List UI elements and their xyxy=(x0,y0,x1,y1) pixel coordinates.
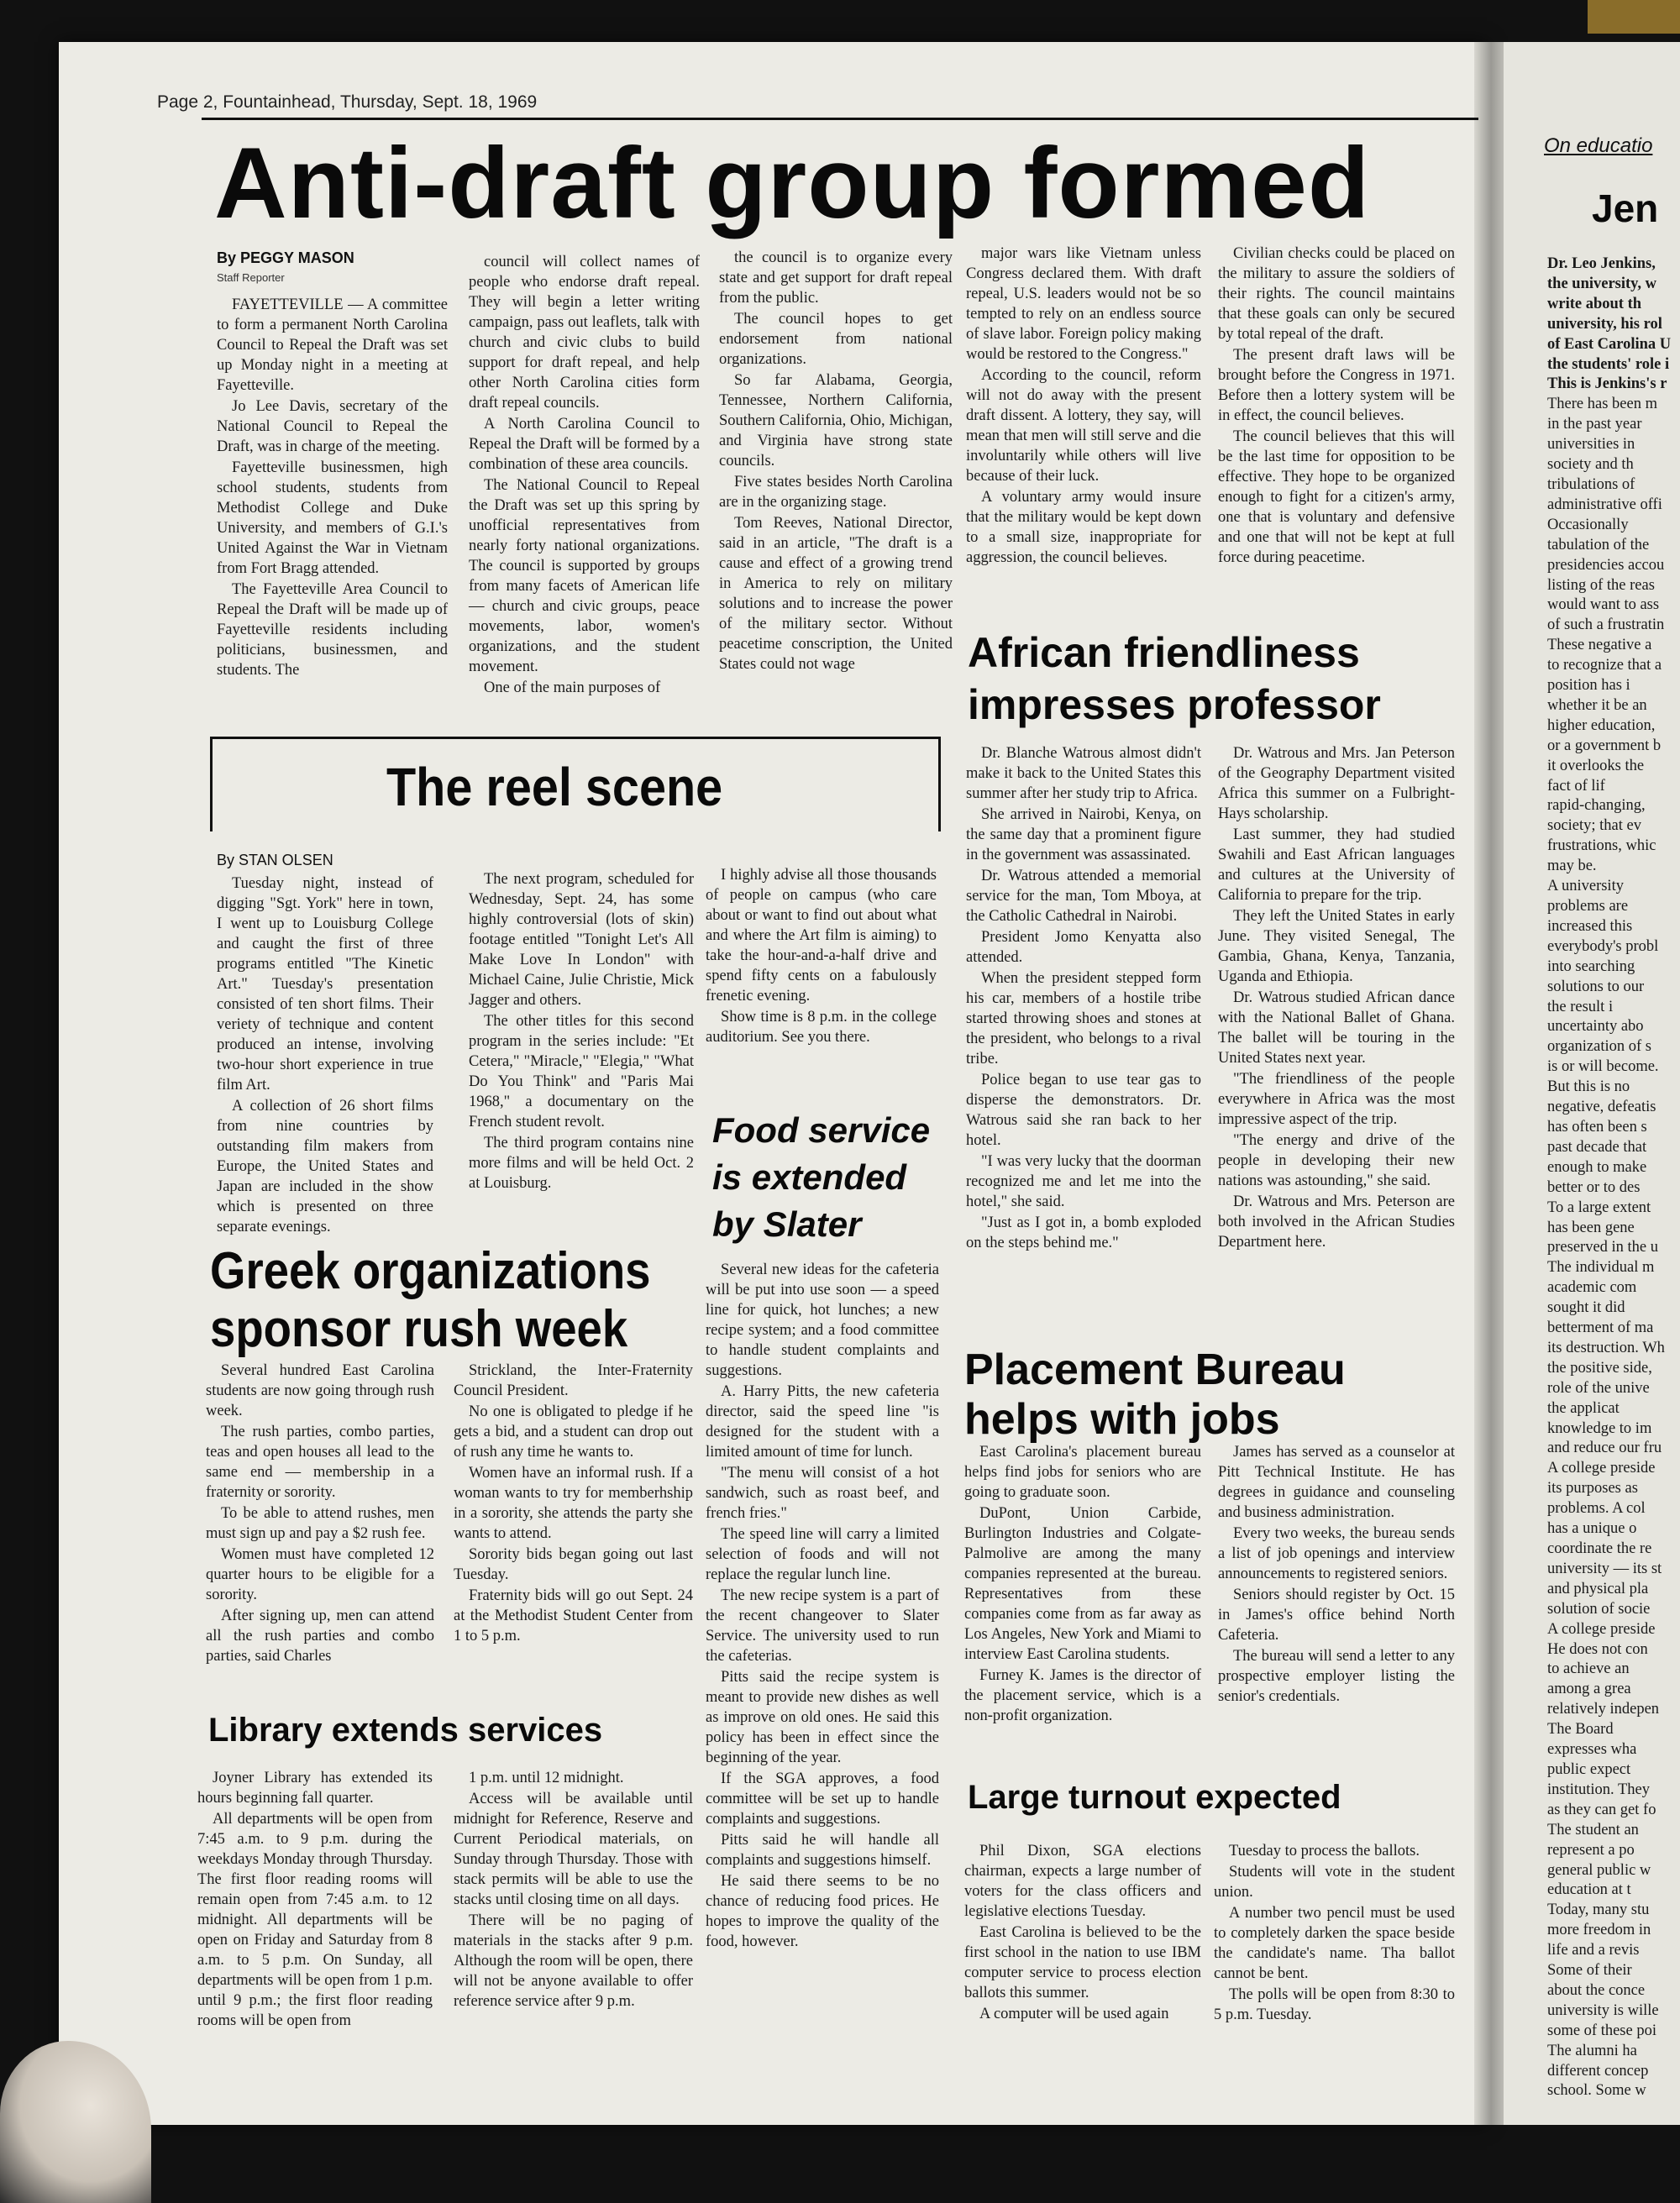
adjacent-line: university — its st xyxy=(1547,1560,1662,1577)
adjacent-line: into searching xyxy=(1547,957,1635,975)
paragraph: Seniors should register by Oct. 15 in James's office behind North Cafeteria. xyxy=(1218,1587,1455,1644)
placement-col-2 xyxy=(1218,1442,1455,1707)
library-col-2 xyxy=(454,1768,693,2012)
paragraph: "The menu will consist of a hot sandwich, such as roast beef, and french fries." xyxy=(706,1465,939,1522)
adjacent-line: The student an xyxy=(1547,1821,1639,1838)
draft-col-1 xyxy=(217,248,448,681)
paragraph: President Jomo Kenyatta also attended. xyxy=(966,929,1201,966)
paragraph: "Just as I got in, a bomb exploded on the steps behind me." xyxy=(966,1214,1201,1251)
paragraph: Dr. Watrous and Mrs. Peterson are both involved in the African Studies Department here. xyxy=(1218,1193,1455,1251)
adjacent-line: university is wille xyxy=(1547,2001,1659,2019)
adjacent-line: This is Jenkins's r xyxy=(1547,375,1667,393)
paragraph: Fayetteville businessmen, high school students, students from Methodist College and Duke University, and members of G.I.'s United Against the War in Vietnam from Fort Bragg attended. xyxy=(217,459,448,577)
paragraph: The other titles for this second program in the series include: "Et Cetera," "Miracle," "Elegia," "What Do You Think" and "Paris Mai 1968," a documentary on the French student revolt. xyxy=(469,1013,694,1130)
paragraph: Tuesday night, instead of digging "Sgt. York" here in town, I went up to Louisburg College and caught the first of three programs entitled "The Kinetic Art." Tuesday's presentation consisted of ten short films. Their veriety of technique and content produced an intense, involving two-hour short experience in true film Art. xyxy=(217,875,433,1094)
top-rule xyxy=(202,118,1478,120)
adjacent-line: tribulations of xyxy=(1547,475,1635,493)
adjacent-line: whether it be an xyxy=(1547,696,1647,714)
paragraph: The council hopes to get endorsement from national organizations. xyxy=(719,311,953,368)
adjacent-line: organization of s xyxy=(1547,1038,1651,1056)
adjacent-line: uncertainty abo xyxy=(1547,1018,1644,1036)
adjacent-line: universities in xyxy=(1547,436,1635,454)
adjacent-line: frustrations, whic xyxy=(1547,837,1656,855)
adjacent-line: the university, w xyxy=(1547,275,1657,292)
adjacent-line: may be. xyxy=(1547,858,1597,875)
adjacent-line: tabulation of the xyxy=(1547,536,1650,553)
draft-col-2 xyxy=(469,252,700,699)
paragraph: Several hundred East Carolina students are now going through rush week. xyxy=(206,1362,434,1419)
paragraph: Tom Reeves, National Director, said in an article, "The draft is a cause and effect of a growing trend in America to rely on military solutions and to increase the power of the military sector. Without peacetime conscription, the United States could not wage xyxy=(719,515,953,673)
paragraph: Dr. Watrous attended a memorial service for the man, Tom Mboya, at the Catholic Cathedral in Nairobi. xyxy=(966,868,1201,925)
adjacent-line: problems. A col xyxy=(1547,1500,1646,1518)
paragraph: Women must have completed 12 quarter hours to be eligible for a sorority. xyxy=(206,1546,434,1603)
paragraph: The rush parties, combo parties, teas and open houses all lead to the same end — membership in a fraternity or sorority. xyxy=(206,1424,434,1501)
africa-col-1 xyxy=(966,743,1201,1254)
adjacent-line: education at t xyxy=(1547,1881,1631,1899)
adjacent-line: There has been m xyxy=(1547,396,1657,413)
adjacent-line: the positive side, xyxy=(1547,1359,1652,1377)
adjacent-line: coordinate the re xyxy=(1547,1540,1652,1557)
paragraph: Pitts said he will handle all complaints and suggestions himself. xyxy=(706,1832,939,1869)
paragraph: Women have an informal rush. If a woman wants to try for memberhship in a sorority, she attends the party she wants to attend. xyxy=(454,1465,693,1542)
paragraph: A computer will be used again xyxy=(979,2006,1169,2022)
food-headline-1: Food service xyxy=(712,1110,931,1150)
paragraph: Access will be available until midnight for Reference, Reserve and Current Periodical materials, on Sunday through Thursday. Those with stack permits will be able to use the stacks until closing time on all days. xyxy=(454,1791,693,1908)
adjacent-line: the students' role i xyxy=(1547,355,1670,373)
paragraph: Dr. Blanche Watrous almost didn't make it back to the United States this summer after her study trip to Africa. xyxy=(966,745,1201,802)
adjacent-line: The alumni ha xyxy=(1547,2042,1637,2059)
adjacent-line: institution. They xyxy=(1547,1781,1650,1798)
draft-col-3 xyxy=(719,248,953,675)
adjacent-line: administrative offi xyxy=(1547,496,1662,513)
adjacent-line: everybody's probl xyxy=(1547,937,1659,955)
paragraph: The polls will be open from 8:30 to 5 p.m. Tuesday. xyxy=(1214,1986,1455,2023)
adjacent-line: more freedom in xyxy=(1547,1922,1651,1939)
paragraph: The third program contains nine more films and will be held Oct. 2 at Louisburg. xyxy=(469,1135,694,1192)
draft-col-4 xyxy=(966,244,1201,569)
food-headline-2: is extended xyxy=(712,1157,907,1197)
adjacent-line: To a large extent xyxy=(1547,1199,1651,1216)
paragraph: East Carolina is believed to be the first school in the nation to use IBM computer service to process election ballots this summer. xyxy=(964,1924,1201,2001)
adjacent-line: as they can get fo xyxy=(1547,1801,1656,1818)
paragraph: "The energy and drive of the people in developing their new nations was astounding," she said. xyxy=(1218,1132,1455,1189)
paragraph: To be able to attend rushes, men must sign up and pay a $2 rush fee. xyxy=(206,1505,434,1542)
page-gutter xyxy=(1474,42,1508,2125)
paragraph: Pitts said the recipe system is meant to provide new dishes as well as improve on old ones. He said this policy has been in effect since the beginning of the year. xyxy=(706,1669,939,1766)
folio-line: Page 2, Fountainhead, Thursday, Sept. 18, 1969 xyxy=(157,92,538,112)
paragraph: major wars like Vietnam unless Congress declared them. With draft repeal, U.S. leaders would not be so tempted to rely on an endless source of slave labor. Foreign policy making would be restored to the Congress." xyxy=(966,245,1201,363)
adjacent-line: represent a po xyxy=(1547,1841,1635,1859)
adjacent-line: Today, many stu xyxy=(1547,1901,1650,1919)
paragraph: council will collect names of people who endorse draft repeal. They will begin a letter writing campaign, pass out leaflets, talk with church and civic clubs to build support for draft repeal, and help other North Carolina cities form draft repeal councils. xyxy=(469,254,700,412)
paragraph: Civilian checks could be placed on the military to assure the soldiers of their rights. The council maintains that these goals can only be secured by total repeal of the draft. xyxy=(1218,245,1455,343)
paragraph: After signing up, men can attend all the rush parties and combo parties, said Charles xyxy=(206,1608,434,1665)
paragraph: Jo Lee Davis, secretary of the National Council to Repeal the Draft, was in charge of the meeting. xyxy=(217,398,448,455)
adjacent-line: its destruction. Wh xyxy=(1547,1339,1665,1356)
library-col-1 xyxy=(197,1768,433,2032)
adjacent-line: and physical pla xyxy=(1547,1580,1649,1597)
adjacent-line: about the conce xyxy=(1547,1981,1646,1999)
paragraph: Sorority bids began going out last Tuesday. xyxy=(454,1546,693,1583)
greek-headline-2: sponsor rush week xyxy=(210,1300,628,1358)
adjacent-line: or a government b xyxy=(1547,737,1662,754)
paragraph: The bureau will send a letter to any prospective employer listing the senior's credentials. xyxy=(1218,1648,1455,1705)
paragraph: The speed line will carry a limited selection of foods and will not replace the regular lunch line. xyxy=(706,1526,939,1583)
adjacent-line: would want to ass xyxy=(1547,596,1660,614)
paragraph: A. Harry Pitts, the new cafeteria director, said the speed line "is designed for the student with a limited amount of time for lunch. xyxy=(706,1383,939,1461)
adjacent-line: academic com xyxy=(1547,1279,1637,1297)
adjacent-line: the result i xyxy=(1547,998,1614,1015)
africa-headline-1: African friendliness xyxy=(968,629,1360,676)
adjacent-line: preserved in the u xyxy=(1547,1239,1659,1256)
adjacent-line: higher education, xyxy=(1547,716,1656,734)
adjacent-line: public expect xyxy=(1547,1760,1631,1778)
adjacent-line: has often been s xyxy=(1547,1118,1647,1136)
africa-col-2 xyxy=(1218,743,1455,1253)
paragraph: The Fayetteville Area Council to Repeal the Draft will be made up of Fayetteville residents including politicians, businessmen, and students. The xyxy=(217,581,448,679)
adjacent-line: But this is no xyxy=(1547,1078,1630,1096)
paragraph: Last summer, they had studied Swahili and East African languages and cultures at the University of California to prepare for the trip. xyxy=(1218,826,1455,904)
paragraph: Five states besides North Carolina are in the organizing stage. xyxy=(719,474,953,511)
paragraph: According to the council, reform will not do away with the present draft dissent. A lottery, they say, will mean that men will still serve and die involuntarily while others will live because of their luck. xyxy=(966,367,1201,485)
adjacent-line: position has i xyxy=(1547,677,1630,695)
adjacent-line: These negative a xyxy=(1547,637,1652,654)
paragraph: He said there seems to be no chance of reducing food prices. He hopes to improve the quality of the food, however. xyxy=(706,1873,939,1950)
adjacent-line: society and th xyxy=(1547,456,1634,474)
adjacent-line: The Board xyxy=(1547,1721,1614,1739)
adjacent-line: of such a frustratin xyxy=(1547,616,1665,634)
paragraph: Show time is 8 p.m. in the college auditorium. See you there. xyxy=(706,1009,937,1046)
adjacent-line: of East Carolina U xyxy=(1547,335,1672,353)
paragraph: "I was very lucky that the doorman recognized me and let me into the hotel," she said. xyxy=(966,1153,1201,1210)
adjacent-line: school. Some w xyxy=(1547,2082,1646,2100)
africa-headline-2: impresses professor xyxy=(968,681,1381,728)
adjacent-line: among a grea xyxy=(1547,1681,1631,1698)
food-headline-3: by Slater xyxy=(712,1204,862,1244)
adjacent-line: increased this xyxy=(1547,917,1633,935)
paragraph: A voluntary army would insure that the military would be kept down to a small size, inappropriate for aggression, the council believes. xyxy=(966,489,1201,566)
adjacent-line: has been gene xyxy=(1547,1219,1635,1236)
paragraph: Several new ideas for the cafeteria will be put into use soon — a speed line for quick, hot lunches; a new recipe system; and a food committee to handle student complaints and suggestions. xyxy=(706,1261,939,1379)
adjacent-line: solution of socie xyxy=(1547,1600,1651,1618)
corner-tab xyxy=(1588,0,1680,34)
paragraph: A North Carolina Council to Repeal the Draft will be formed by a combination of these area councils. xyxy=(469,416,700,473)
adjacent-line: A college preside xyxy=(1547,1620,1656,1638)
paragraph: East Carolina's placement bureau helps find jobs for seniors who are going to graduate soon. xyxy=(964,1444,1201,1501)
turnout-col-1 xyxy=(964,1841,1201,2025)
adjacent-line: better or to des xyxy=(1547,1178,1641,1196)
paragraph: Phil Dixon, SGA elections chairman, expects a large number of voters for the class officers and legislative elections Tuesday. xyxy=(964,1843,1201,1920)
paragraph: The council believes that this will be the last time for opposition to be effective. They hope to be organized enough to fight for a citizen's army, one that is voluntary and defensive and one that will not be kept at full force during peacetime. xyxy=(1218,428,1455,566)
food-col xyxy=(706,1260,939,1953)
adjacent-line: and reduce our fru xyxy=(1547,1440,1662,1457)
paragraph: A collection of 26 short films from nine countries by outstanding film makers from Europe, the United States and Japan are included in the show which is presented on three separate evenings. xyxy=(217,1098,433,1235)
adjacent-line: Some of their xyxy=(1547,1962,1632,1980)
paragraph: DuPont, Union Carbide, Burlington Industries and Colgate-Palmolive are among the many companies represented at the bureau. Representatives from these companies come from as far away as Los Angeles, New York and Miami to interview East Carolina students. xyxy=(964,1505,1201,1663)
adjacent-line: sought it did xyxy=(1547,1299,1625,1317)
adjacent-line: problems are xyxy=(1547,898,1629,915)
reel-headline: The reel scene xyxy=(386,757,723,817)
paragraph: James has served as a counselor at Pitt Technical Institute. He has degrees in guidance and counseling and business administration. xyxy=(1218,1444,1455,1521)
adjacent-line: Occasionally xyxy=(1547,516,1629,533)
paragraph: The National Council to Repeal the Draft was set up this spring by unofficial representatives from nearly forty national organizations. The council is supported by groups from many facets of American life — church and civic groups, peace movements, labor, women's organizations, and the student movement. xyxy=(469,477,700,675)
paragraph: Police began to use tear gas to disperse the demonstrators. Dr. Watrous said she ran back to her hotel. xyxy=(966,1072,1201,1149)
draft-byline: By PEGGY MASON xyxy=(217,249,354,266)
paragraph: Dr. Watrous and Mrs. Jan Peterson of the Geography Department visited Africa this summer on a Fulbright-Hays scholarship. xyxy=(1218,745,1455,822)
paragraph: Students will vote in the student union. xyxy=(1214,1864,1455,1901)
placement-headline-1: Placement Bureau xyxy=(964,1345,1346,1394)
adjacent-line: is or will become. xyxy=(1547,1058,1659,1076)
adjacent-line: negative, defeatis xyxy=(1547,1099,1656,1116)
paragraph: "The friendliness of the people everywhere in Africa was the most impressive aspect of the trip. xyxy=(1218,1071,1455,1128)
paragraph: No one is obligated to pledge if he gets a bid, and a student can drop out of rush any time he wants to. xyxy=(454,1403,693,1461)
adjacent-line: different concep xyxy=(1547,2062,1649,2080)
adjacent-line: write about th xyxy=(1547,295,1642,312)
adjacent-line: past decade that xyxy=(1547,1138,1647,1156)
adjacent-kicker: On educatio xyxy=(1544,134,1653,157)
adjacent-line: in the past year xyxy=(1547,416,1642,433)
paragraph: If the SGA approves, a food committee will be set up to handle complaints and suggestions. xyxy=(706,1770,939,1828)
adjacent-line: general public w xyxy=(1547,1861,1651,1879)
paragraph: Strickland, the Inter-Fraternity Council President. xyxy=(454,1362,693,1399)
paragraph: One of the main purposes of xyxy=(484,679,661,696)
library-headline: Library extends services xyxy=(208,1712,603,1749)
adjacent-line: the applicat xyxy=(1547,1399,1620,1417)
turnout-headline: Large turnout expected xyxy=(968,1779,1341,1816)
adjacent-line: listing of the reas xyxy=(1547,576,1655,594)
paragraph: Every two weeks, the bureau sends a list of job openings and interview announcements to registered seniors. xyxy=(1218,1525,1455,1582)
paragraph: The new recipe system is a part of the recent changeover to Slater Service. The university used to run the cafeterias. xyxy=(706,1587,939,1665)
adjacent-line: has a unique o xyxy=(1547,1520,1637,1538)
paragraph: So far Alabama, Georgia, Tennessee, Northern California, Southern California, Ohio, Michigan, and Virginia have strong state councils. xyxy=(719,372,953,469)
adjacent-line: fact of lif xyxy=(1547,777,1605,795)
adjacent-line: Dr. Leo Jenkins, xyxy=(1547,255,1656,272)
adjacent-column xyxy=(1547,254,1680,2101)
adjacent-line: He does not con xyxy=(1547,1640,1648,1658)
paragraph: All departments will be open from 7:45 a.m. to 9 p.m. during the weekdays Monday through Thursday. The first floor reading rooms will remain open from 7:45 a.m. to 12 midnight. All departments will be open on Friday and Saturday from 8 a.m. to 5 p.m. On Sunday, all departments will be open from 1 p.m. until 9 p.m.; the first floor reading rooms will be open from xyxy=(197,1811,433,2029)
adjacent-line: life and a revis xyxy=(1547,1942,1640,1959)
placement-col-1 xyxy=(964,1442,1201,1727)
adjacent-line: its purposes as xyxy=(1547,1480,1638,1498)
adjacent-line: some of these poi xyxy=(1547,2022,1656,2039)
adjacent-line: A college preside xyxy=(1547,1460,1656,1477)
paragraph: Dr. Watrous studied African dance with the National Ballet of Ghana. The ballet will be touring in the United States next year. xyxy=(1218,989,1455,1067)
adjacent-line: to recognize that a xyxy=(1547,657,1662,674)
paragraph: They left the United States in early June. They visited Senegal, The Gambia, Ghana, Kenya, Tanzania, Uganda and Ethiopia. xyxy=(1218,908,1455,985)
draft-staff: Staff Reporter xyxy=(217,271,285,284)
adjacent-line: expresses wha xyxy=(1547,1741,1637,1759)
paragraph: The next program, scheduled for Wednesday, Sept. 24, has some highly controversial (lots of skin) footage entitled "Tonight Let's All Make Love In London" with Michael Caine, Julie Christie, Mick Jagger and others. xyxy=(469,871,694,1009)
adjacent-line: to achieve an xyxy=(1547,1660,1630,1678)
paragraph: She arrived in Nairobi, Kenya, on the same day that a prominent figure in the government was assassinated. xyxy=(966,806,1201,863)
adjacent-line: solutions to our xyxy=(1547,978,1645,995)
adjacent-line: society; that ev xyxy=(1547,817,1641,835)
adjacent-line: knowledge to im xyxy=(1547,1419,1652,1437)
paragraph: Fraternity bids will go out Sept. 24 at the Methodist Student Center from 1 to 5 p.m. xyxy=(454,1587,693,1644)
greek-headline-1: Greek organizations xyxy=(210,1242,651,1300)
adjacent-line: presidencies accou xyxy=(1547,556,1665,574)
adjacent-line: rapid-changing, xyxy=(1547,797,1646,815)
paragraph: The present draft laws will be brought before the Congress in 1971. Before then a lottery system will be in effect, the council believes. xyxy=(1218,347,1455,424)
paragraph: Joyner Library has extended its hours beginning fall quarter. xyxy=(197,1770,433,1807)
reel-col-1 xyxy=(217,850,433,1238)
paragraph: When the president stepped form his car, members of a hostile tribe started throwing shoes and stones at the president, who belongs to a rival tribe. xyxy=(966,970,1201,1067)
paragraph: the council is to organize every state and get support for draft repeal from the public. xyxy=(719,249,953,307)
reel-col-2 xyxy=(469,869,694,1194)
adjacent-line: university, his rol xyxy=(1547,315,1662,333)
turnout-col-2 xyxy=(1214,1841,1455,2026)
adjacent-line: The individual m xyxy=(1547,1259,1655,1277)
reel-col-3 xyxy=(706,865,937,1048)
paragraph: Furney K. James is the director of the placement service, which is a non-profit organization. xyxy=(964,1667,1201,1724)
adjacent-line: role of the unive xyxy=(1547,1379,1650,1397)
adjacent-line: enough to make xyxy=(1547,1158,1647,1176)
paragraph: A number two pencil must be used to completely darken the space beside the candidate's name. Tha ballot cannot be bent. xyxy=(1214,1905,1455,1982)
adjacent-line: betterment of ma xyxy=(1547,1319,1654,1337)
paragraph: FAYETTEVILLE — A committee to form a permanent North Carolina Council to Repeal the Draft was set up Monday night in a meeting at Fayetteville. xyxy=(217,296,448,394)
paragraph: I highly advise all those thousands of people on campus (who care about or want to find out about what and where the Art film is aiming) to take the hour-and-a-half drive and spend fifty cents on a fabulously frenetic evening. xyxy=(706,867,937,1004)
draft-col-5 xyxy=(1218,244,1455,569)
greek-col-1 xyxy=(206,1361,434,1667)
paragraph: Tuesday to process the ballots. xyxy=(1229,1843,1420,1859)
draft-headline: Anti-draft group formed xyxy=(214,127,1371,239)
paragraph: There will be no paging of materials in the stacks after 9 p.m. Although the room will be open, there will not be anyone available to offer reference service after 9 p.m. xyxy=(454,1912,693,2010)
paragraph: 1 p.m. until 12 midnight. xyxy=(469,1770,624,1786)
greek-col-2 xyxy=(454,1361,693,1647)
adjacent-headline: Jen xyxy=(1592,186,1659,230)
adjacent-line: A university xyxy=(1547,878,1624,895)
adjacent-line: it overlooks the xyxy=(1547,757,1645,774)
reel-byline: By STAN OLSEN xyxy=(217,852,333,868)
adjacent-line: relatively indepen xyxy=(1547,1701,1660,1718)
placement-headline-2: helps with jobs xyxy=(964,1395,1280,1444)
